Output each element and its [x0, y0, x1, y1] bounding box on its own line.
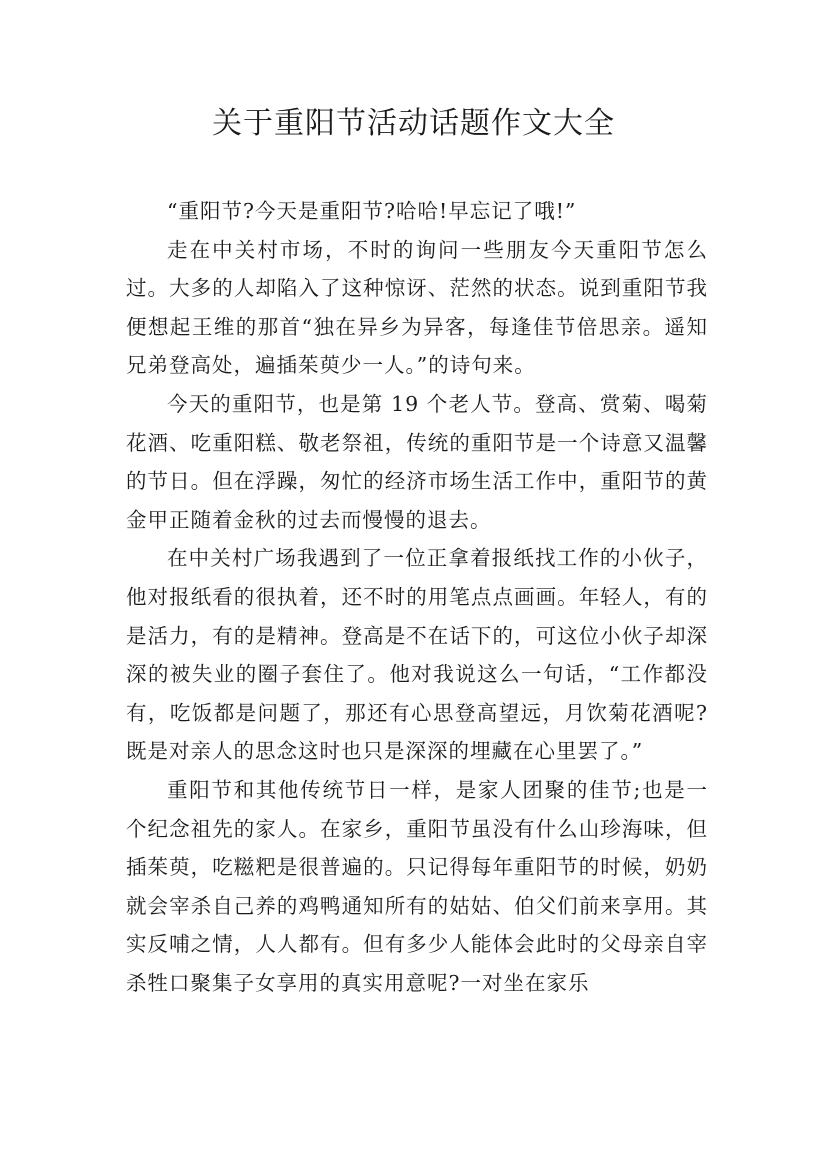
paragraph-1: “重阳节?今天是重阳节?哈哈!早忘记了哦!”: [167, 199, 577, 223]
paragraph-2: 走在中关村市场，不时的询问一些朋友今天重阳节怎么过。大多的人却陷入了这种惊讶、茫然的状态。说到重阳节我便想起王维的那首“独在异乡为异客，每逢佳节倍思亲。遥知兄弟登高处，遍插茱萸少一人。”的诗句来。: [126, 237, 708, 378]
paragraph-4: 在中关村广场我遇到了一位正拿着报纸找工作的小伙子，他对报纸看的很执着，还不时的用笔点点画画。年轻人，有的是活力，有的是精神。登高是不在话下的，可这位小伙子却深深的被失业的圈子套住了。他对我说这么一句话，“工作都没有，吃饭都是问题了，那还有心思登高望远，月饮菊花酒呢?既是对亲人的思念这时也只是深深的埋藏在心里罢了。”: [126, 546, 708, 764]
document-title: 关于重阳节活动话题作文大全: [212, 106, 615, 141]
paragraph-3: 今天的重阳节，也是第 19 个老人节。登高、赏菊、喝菊花酒、吃重阳糕、敬老祭祖，传统的重阳节是一个诗意又温馨的节日。但在浮躁，匆忙的经济市场生活工作中，重阳节的黄金甲正随着金秋的过去而慢慢的退去。: [126, 391, 708, 532]
document-body: [126, 192, 708, 1002]
paragraph-5: 重阳节和其他传统节日一样，是家人团聚的佳节;也是一个纪念祖先的家人。在家乡，重阳节虽没有什么山珍海味，但插茱萸，吃糍粑是很普遍的。只记得每年重阳节的时候，奶奶就会宰杀自己养的鸡鸭通知所有的姑姑、伯父们前来享用。其实反哺之情，人人都有。但有多少人能体会此时的父母亲自宰杀牲口聚集子女享用的真实用意呢?一对坐在家乐: [126, 777, 708, 995]
